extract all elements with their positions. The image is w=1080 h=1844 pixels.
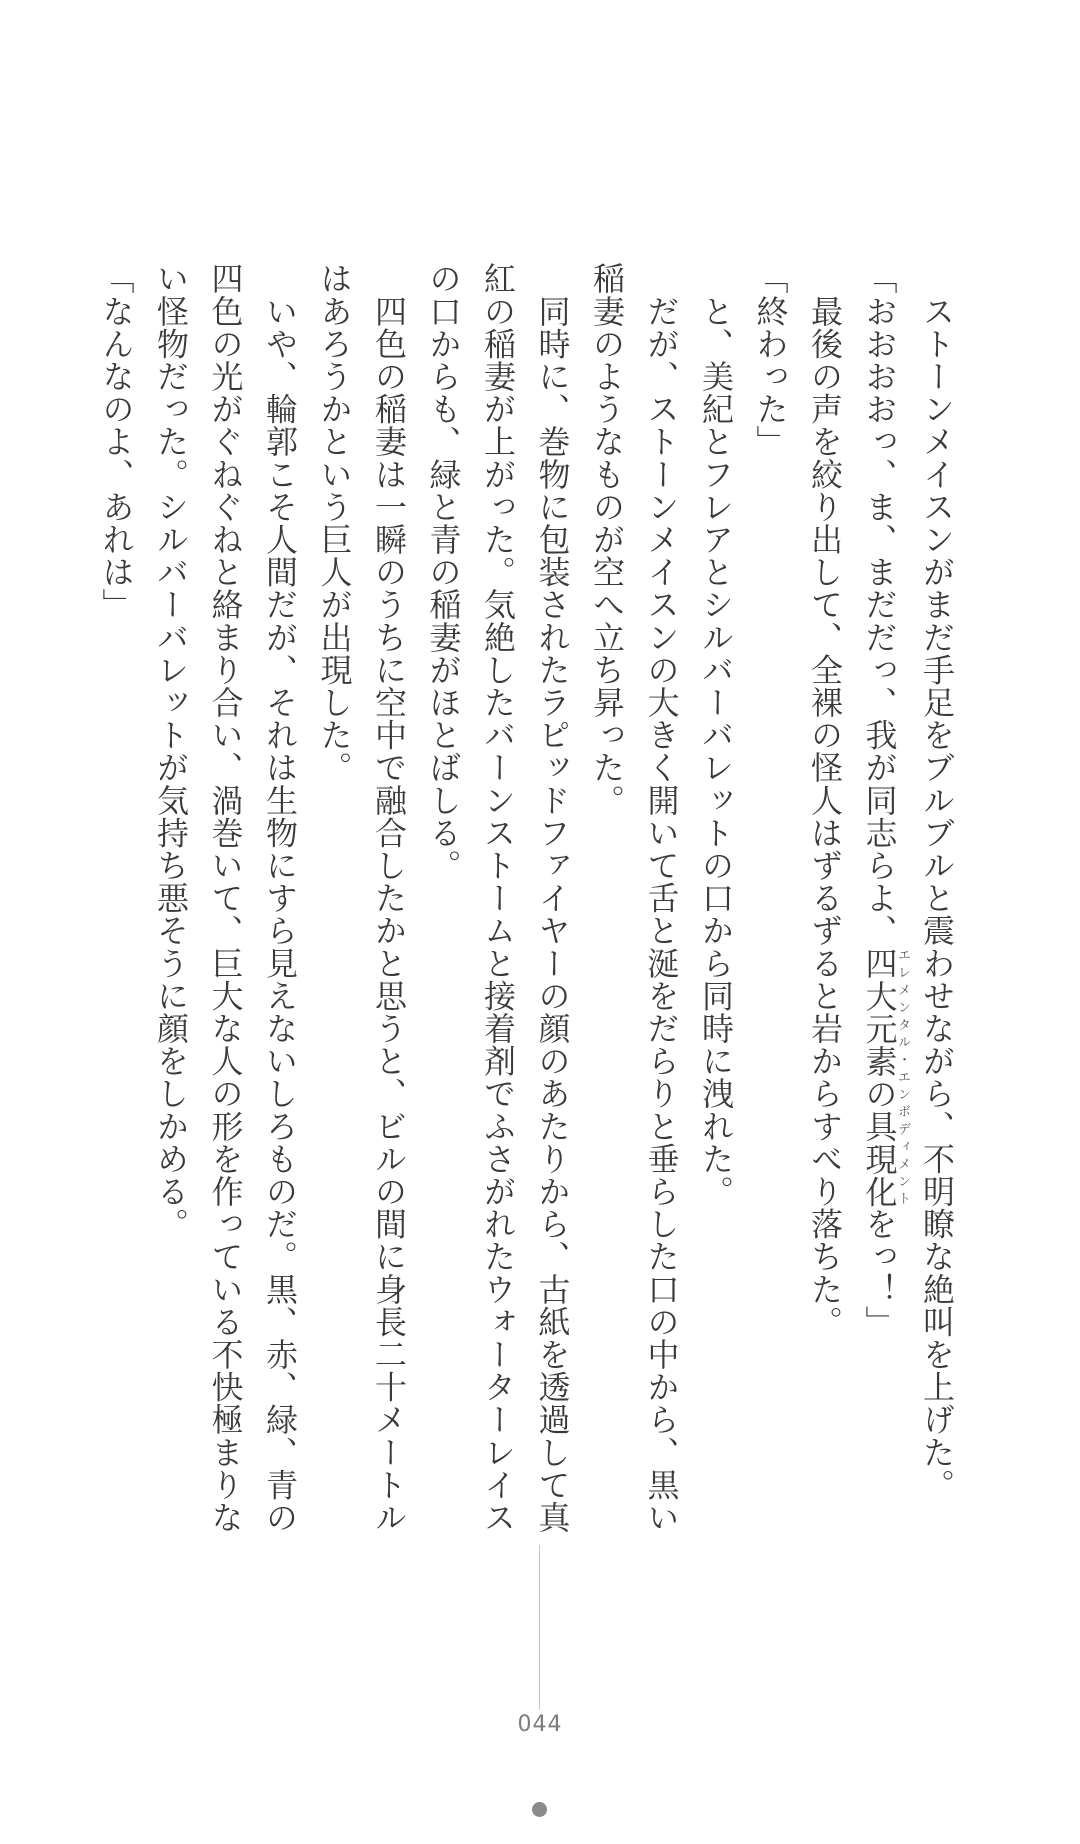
paragraph: いや、輪郭こそ人間だが、それは生物にすら見えないしろものだ。黒、赤、緑、青の四色の光がぐねぐねと絡まり合い、渦巻いて、巨大な人の形を作っている不快極まりない怪物だった。シルバーバレットが気持ち悪そうに顔をしかめる。 <box>152 262 299 1534</box>
novel-body-text <box>89 262 964 1552</box>
paragraph: と、美紀とフレアとシルバーバレットの口から同時に洩れた。 <box>697 262 735 1208</box>
ruby-base: 四大元素の具現化 <box>860 946 899 1208</box>
page-marker-dot <box>532 1802 547 1817</box>
paragraph-text: をっ！」 <box>860 1207 899 1338</box>
paragraph: 「なんなのよ、あれは」 <box>97 262 136 621</box>
paragraph: 四色の稲妻は一瞬のうちに空中で融合したかと思うと、ビルの間に身長二十メートルはあろうかという巨人が出現した。 <box>315 262 408 1534</box>
paragraph <box>852 262 910 1552</box>
paragraph: 「終わった」 <box>751 262 790 458</box>
paragraph: ストーンメイスンがまだ手足をブルブルと震わせながら、不明瞭な絶叫を上げた。 <box>918 262 956 1501</box>
ruby-annotation <box>860 946 910 1208</box>
footer-guide-line <box>539 1545 540 1710</box>
ruby-reading: エレメンタル・エンボディメント <box>895 946 910 1208</box>
paragraph: 同時に、巻物に包装されたラピッドファイヤーの顔のあたりから、古紙を透過して真紅の稲妻が上がった。気絶したバーンストームと接着剤でふさがれたウォーターレイスの口からも、緑と青の稲妻がほとばしる。 <box>424 262 572 1534</box>
page-number: 044 <box>517 1712 563 1737</box>
paragraph-text: 「おおおおっ、ま、まだだっ、我が同志らよ、 <box>860 262 899 947</box>
paragraph: 最後の声を絞り出して、全裸の怪人はずるずると岩からすべり落ちた。 <box>806 262 844 1338</box>
paragraph: だが、ストーンメイスンの大きく開いて舌と涎をだらりと垂らした口の中から、黒い稲妻のようなものが空へ立ち昇った。 <box>588 262 681 1534</box>
